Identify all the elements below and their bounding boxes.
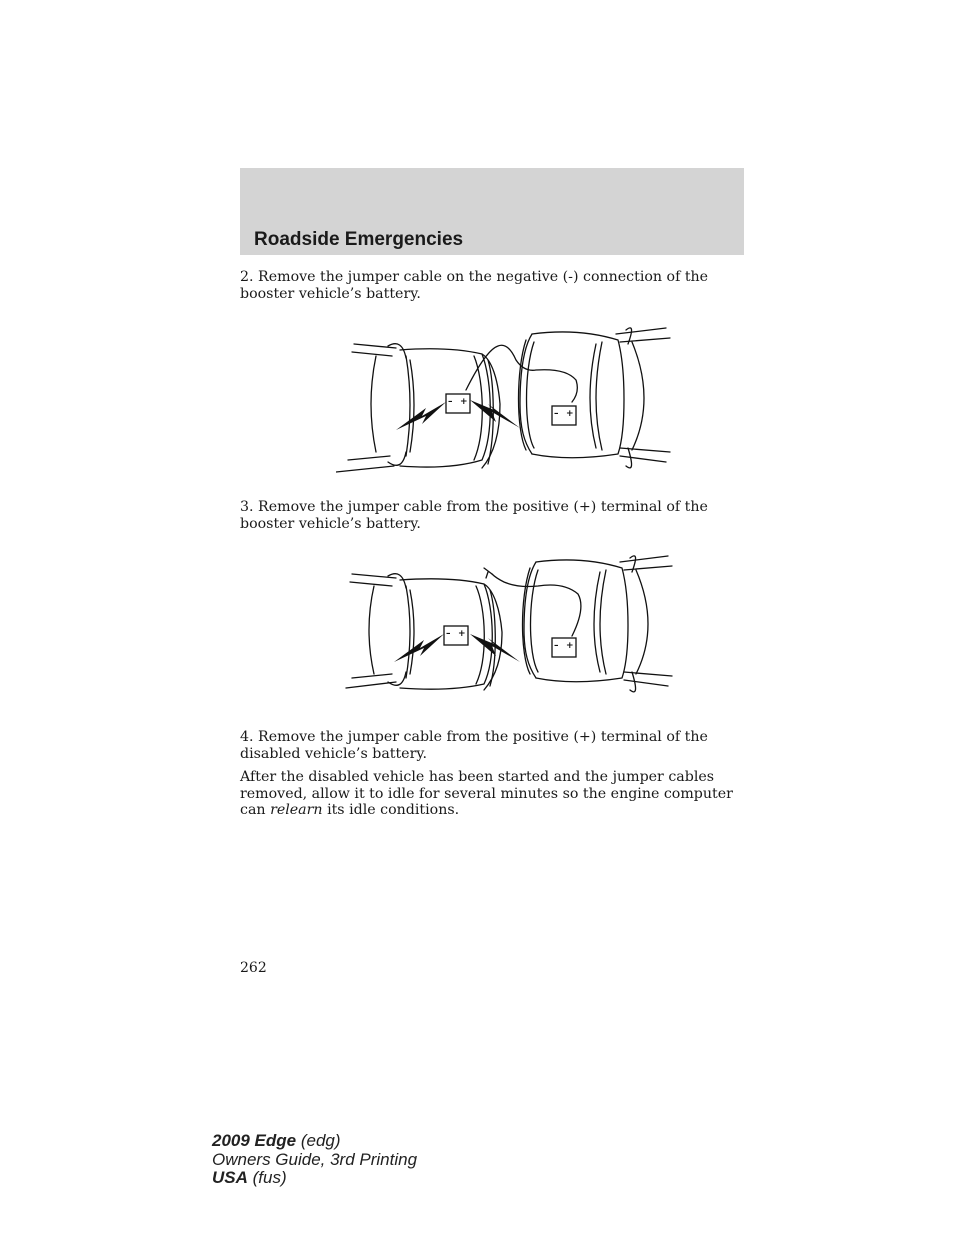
- spark-bolt-icon: [470, 400, 520, 428]
- svg-text:–: –: [554, 409, 559, 419]
- jumper-diagram-step-2: [336, 320, 672, 478]
- disabled-vehicle-front: [346, 574, 502, 690]
- svg-text:–: –: [554, 641, 559, 651]
- svg-text:+: +: [460, 397, 468, 407]
- after-text-part2: its idle conditions.: [322, 802, 460, 818]
- footer-model-code: (edg): [296, 1131, 341, 1150]
- disabled-vehicle-front: [336, 344, 500, 472]
- step-3-text: 3. Remove the jumper cable from the positive (+) terminal of the booster vehicle’s battery.: [240, 499, 708, 532]
- booster-vehicle-front: [523, 556, 673, 692]
- svg-text:+: +: [458, 629, 466, 639]
- footer-line-3: [212, 1169, 417, 1188]
- footer-market-code: (fus): [247, 1168, 287, 1187]
- after-text-emphasis: relearn: [270, 802, 323, 818]
- booster-battery: [552, 638, 576, 657]
- booster-battery: [552, 406, 576, 425]
- footer-line-2: Owners Guide, 3rd Printing: [212, 1149, 418, 1169]
- document-footer: [212, 1132, 417, 1188]
- jumper-diagram-step-3: [342, 548, 674, 698]
- booster-vehicle-front: [519, 328, 671, 468]
- section-title: Roadside Emergencies: [254, 229, 464, 250]
- page-number: 262: [240, 960, 267, 976]
- cable-clamp: [484, 568, 492, 578]
- spark-bolt-icon: [396, 402, 446, 430]
- step-4-text: 4. Remove the jumper cable from the positive (+) terminal of the disabled vehicle’s battery.: [240, 729, 708, 762]
- after-start-paragraph: [240, 769, 746, 819]
- svg-text:–: –: [446, 629, 451, 639]
- jumper-cable: [492, 574, 581, 636]
- svg-text:+: +: [566, 409, 574, 419]
- footer-line-1: [212, 1132, 417, 1151]
- disabled-battery: [446, 394, 470, 413]
- svg-text:+: +: [566, 641, 574, 651]
- disabled-battery: [444, 626, 468, 645]
- svg-text:–: –: [448, 397, 453, 407]
- after-text-part1: After the disabled vehicle has been started and the jumper cables removed, allow it to idle for several minutes so the engine computer can: [240, 769, 733, 818]
- step-2-text: 2. Remove the jumper cable on the negative (-) connection of the booster vehicle’s battery.: [240, 269, 709, 302]
- footer-market: USA: [212, 1168, 248, 1187]
- section-header-band: [240, 168, 744, 255]
- footer-model: 2009 Edge: [212, 1131, 297, 1150]
- spark-bolt-icon: [394, 634, 444, 662]
